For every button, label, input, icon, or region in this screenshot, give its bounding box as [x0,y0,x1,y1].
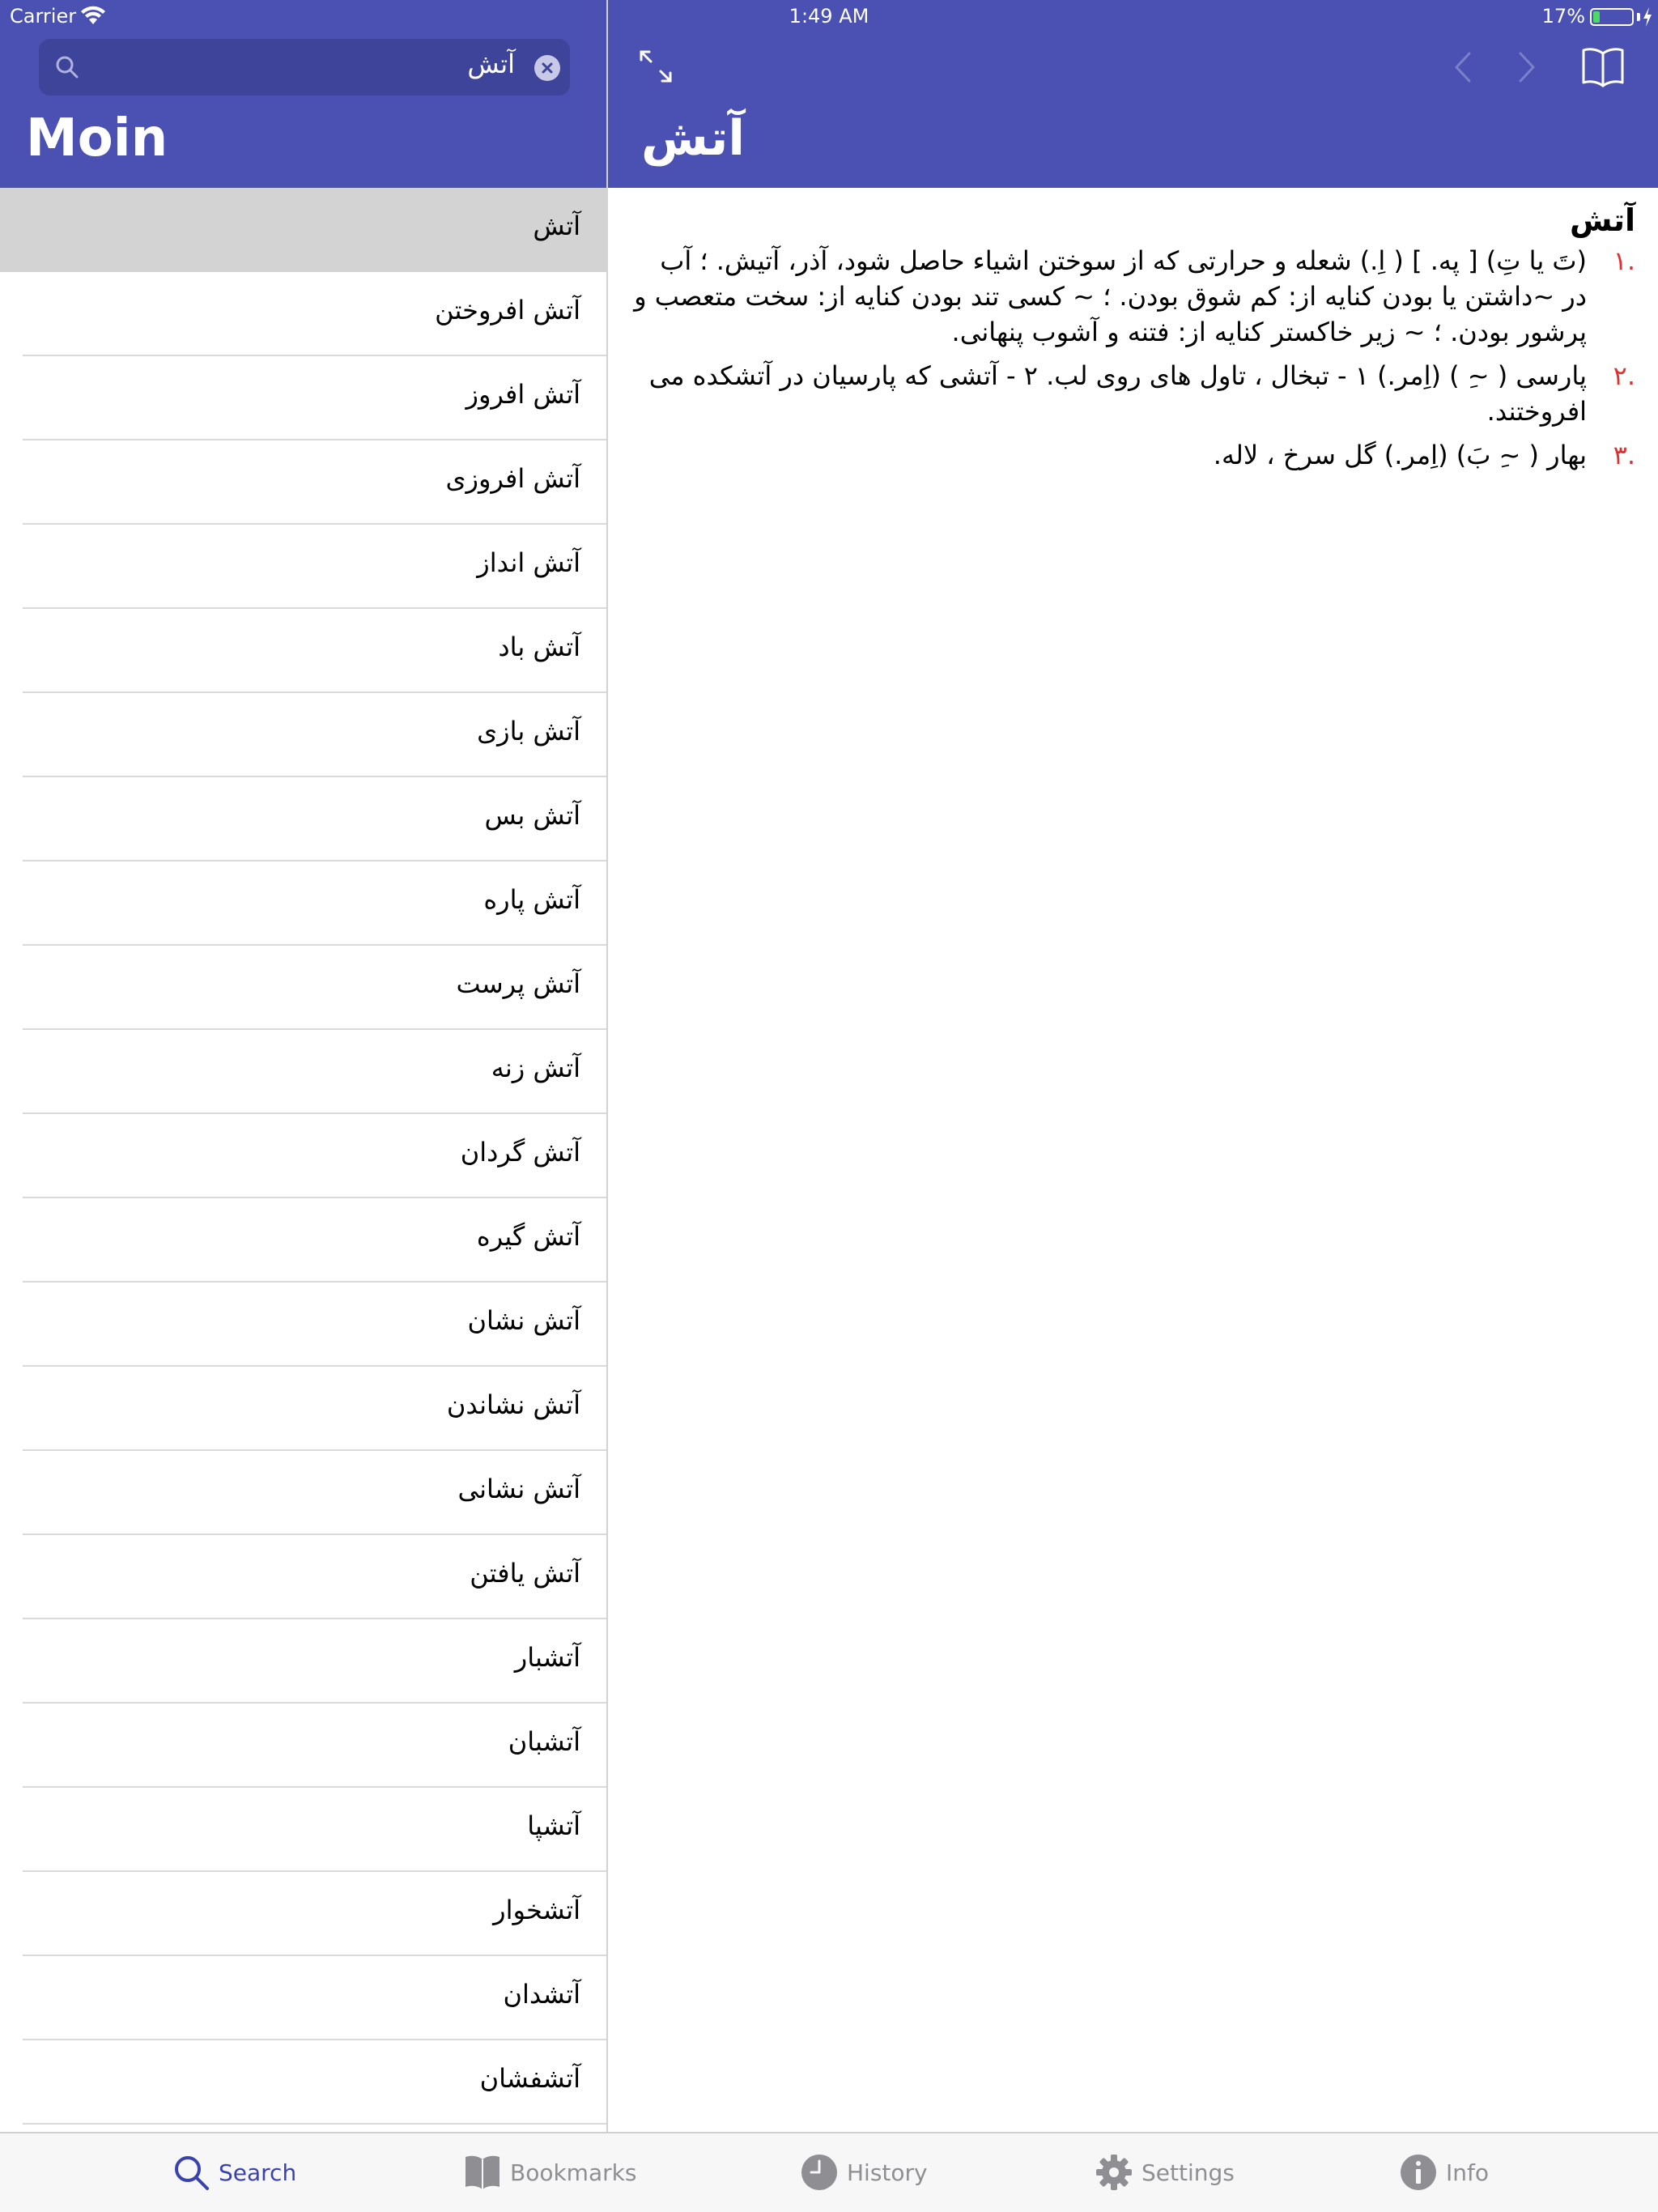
word-list-item[interactable] [0,1451,606,1535]
word-label: آتشدان [503,1979,580,2010]
tab-label: Bookmarks [510,2159,637,2186]
word-label: آتش افروختن [435,295,580,325]
word-list-item[interactable] [0,1619,606,1704]
battery-level [1593,11,1600,23]
carrier-label: Carrier [10,5,77,28]
word-label: آتش پرست [456,968,580,999]
word-label: آتش پاره [483,884,580,915]
definition-text: بهار ( ~ِ بَ) (اِمر.) گل سرخ ، لاله. [1213,440,1587,470]
word-label: آتش باد [498,632,580,662]
settings-icon [1095,2153,1133,2192]
definition-item [631,358,1635,429]
word-list-item[interactable] [0,525,606,609]
word-label: آتش یافتن [470,1558,580,1589]
detail-title: آتش [641,110,745,167]
definition-text: (تَ یا تِ) [ په. ] ( اِ.) شعله و حرارتی که از سوختن اشیاء حاصل شود، آذر، آتیش. ؛ آب در ~داشتن یا بودن کنایه از: کم شوق بودن. ؛ ~ کسی تند بودن کنایه از: سخت متعصب و پرشور بودن. ؛ ~ زیر خاکستر کنایه از: فتنه و آشوب پنهانی. [634,245,1587,347]
info-icon [1399,2153,1438,2192]
word-label: آتش نشان [467,1305,580,1336]
book-icon[interactable] [1580,45,1626,87]
word-list-item[interactable] [0,609,606,693]
word-label: آتشبان [508,1726,580,1757]
word-label: آتشبار [514,1642,580,1673]
row-separator [23,2123,606,2125]
word-list-item[interactable] [0,861,606,946]
word-list-item[interactable] [0,272,606,356]
word-list-item[interactable] [0,356,606,440]
definition-list [631,243,1635,473]
definition-number: .۱ [1613,245,1635,276]
bookmarks-icon [463,2153,502,2192]
word-label: آتش انداز [477,547,580,578]
definition-item [631,243,1635,350]
word-list-item[interactable] [0,2040,606,2125]
word-label: آتش نشانی [457,1474,580,1504]
word-label: آتش گردان [460,1137,580,1168]
word-list-item[interactable] [0,1114,606,1198]
clear-icon [534,55,560,81]
word-list-item[interactable] [0,946,606,1030]
word-label: آتش افروز [466,379,580,410]
status-time: 1:49 AM [789,5,869,28]
history-icon [800,2153,839,2192]
word-list-item[interactable] [0,693,606,777]
split-divider [606,0,608,2132]
tab-label: Info [1446,2159,1489,2186]
word-label: آتشخوار [493,1895,580,1925]
word-list-item[interactable] [0,440,606,525]
word-label: آتش بازی [477,716,580,747]
tab-label: Settings [1141,2159,1235,2186]
definition-panel [631,202,1635,481]
clear-search-button[interactable] [534,55,560,81]
word-label: آتشپا [527,1810,580,1841]
expand-icon[interactable] [638,49,674,84]
word-list-item[interactable] [0,1535,606,1619]
battery-tip [1637,13,1640,21]
definition-number: .۲ [1613,360,1635,391]
tab-bar [0,2132,1658,2212]
word-list-item[interactable] [0,1704,606,1788]
word-label: آتش افروزی [445,463,580,494]
tab-label: History [847,2159,928,2186]
word-list-item[interactable] [0,1198,606,1283]
word-list-item[interactable] [0,1283,606,1367]
word-label: آتشفشان [479,2063,580,2094]
search-icon [53,53,81,81]
word-list-item[interactable] [0,1367,606,1451]
definition-item [631,437,1635,473]
search-field[interactable] [39,39,570,96]
word-list-item[interactable] [0,1872,606,1956]
word-list-item[interactable] [0,1788,606,1872]
header-bar [0,0,1658,188]
status-bar [0,0,1658,32]
word-label: آتش نشاندن [446,1389,580,1420]
word-list-item[interactable] [0,1956,606,2040]
word-list-item[interactable] [0,777,606,861]
word-list-item[interactable] [0,188,606,272]
word-label: آتش زنه [491,1053,580,1083]
definition-number: .۳ [1613,440,1635,470]
forward-chevron-icon[interactable] [1516,50,1538,84]
battery-percent: 17% [1541,5,1585,28]
entry-headword: آتش [1569,202,1635,238]
dictionary-title: Moin [26,108,168,168]
search-input[interactable]: آتش [467,49,515,79]
search-icon [172,2153,210,2192]
word-list [0,188,606,2131]
word-label: آتش گیره [476,1221,580,1252]
battery-icon [1590,8,1634,26]
word-label: آتش [533,211,580,241]
word-list-item[interactable] [0,1030,606,1114]
back-chevron-icon[interactable] [1452,50,1474,84]
tab-label: Search [219,2159,297,2186]
charging-bolt-icon [1642,6,1653,28]
definition-text: پارسی ( ~ِ ) (اِمر.) ۱ - تبخال ، تاول های روی لب. ۲ - آتشی که پارسیان در آتشکده می افروختند. [648,360,1587,427]
word-label: آتش بس [484,800,580,831]
